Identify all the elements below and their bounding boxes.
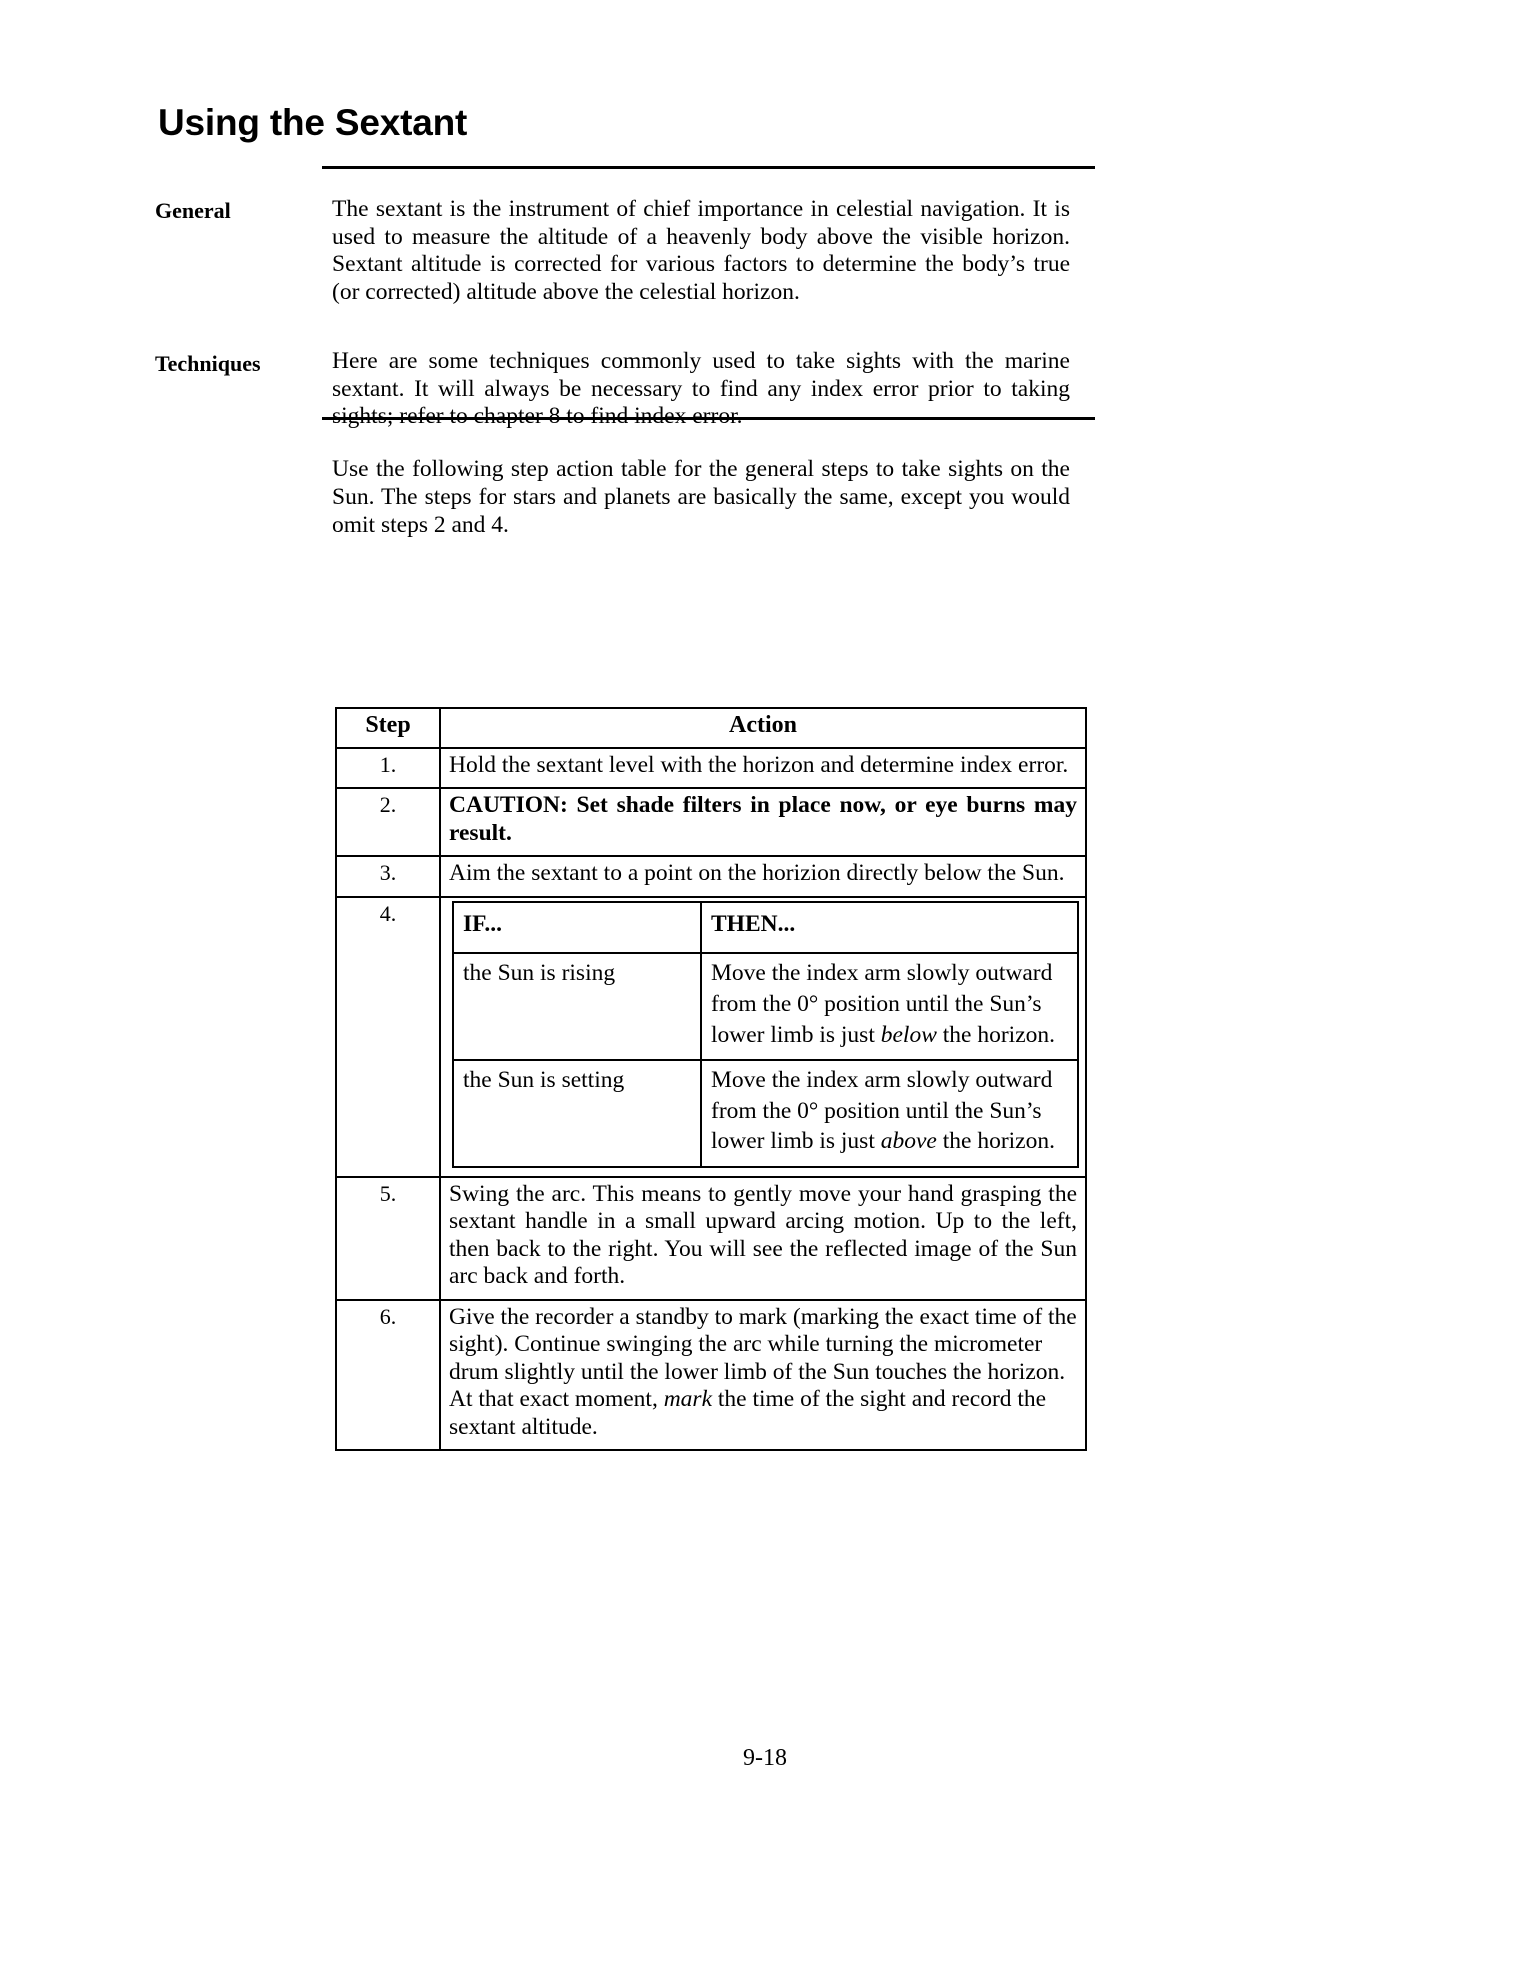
page-title: Using the Sextant xyxy=(158,101,468,143)
table-row xyxy=(336,1177,1086,1300)
column-header-if: IF... xyxy=(453,902,701,954)
column-header-step: Step xyxy=(336,708,440,748)
then-action-text xyxy=(701,1060,1078,1167)
page-number: 9-18 xyxy=(743,1745,787,1771)
section-label-general: General xyxy=(155,198,231,223)
if-then-header-row xyxy=(453,902,1078,954)
table-header-row xyxy=(336,708,1086,748)
section-body-general xyxy=(332,196,1070,307)
paragraph: Use the following step action table for the general steps to take sights on the Sun. The steps for stars and planets are basically the same, except you would omit steps 2 and 4. xyxy=(332,456,1070,538)
step-number: 3. xyxy=(336,856,440,896)
table-row xyxy=(336,788,1086,856)
step-number: 6. xyxy=(336,1300,440,1450)
paragraph: Here are some techniques commonly used to take sights with the marine sextant. It will always be necessary to find any index error prior to taking sights; refer to chapter 8 to find index error. xyxy=(332,348,1070,430)
step-number: 2. xyxy=(336,788,440,856)
section-body-techniques xyxy=(332,348,1070,539)
table-row xyxy=(336,856,1086,896)
then-text-emphasis: below xyxy=(880,1021,937,1048)
if-then-row xyxy=(453,1060,1078,1167)
step-number: 4. xyxy=(336,897,440,1177)
step-number: 5. xyxy=(336,1177,440,1300)
step-action-table xyxy=(335,707,1087,1451)
if-condition-text: the Sun is setting xyxy=(453,1060,701,1167)
step-action-text: Swing the arc. This means to gently move your hand grasping the sextant handle in a small upward arcing motion. Up to the left, then back to the right. You will see the reflected image of the Sun arc back and forth. xyxy=(440,1177,1086,1300)
step-number: 1. xyxy=(336,748,440,788)
table-row xyxy=(336,748,1086,788)
step-action-caution-text: CAUTION: Set shade filters in place now, or eye burns may result. xyxy=(440,788,1086,856)
if-then-row xyxy=(453,953,1078,1060)
paragraph: The sextant is the instrument of chief importance in celestial navigation. It is used to measure the altitude of a heavenly body above the visible horizon. Sextant altitude is corrected for various factors to determine the body’s true (or corrected) altitude above the celestial horizon. xyxy=(332,196,1070,306)
column-header-action: Action xyxy=(440,708,1086,748)
section-rule-general xyxy=(322,166,1095,169)
then-text-tail: the horizon. xyxy=(936,1021,1055,1048)
step-text-emphasis: mark xyxy=(663,1386,712,1413)
then-action-text xyxy=(701,953,1078,1060)
then-text-lead: Move the index arm slowly outward from the 0° position until the Sun’s lower limb is just xyxy=(711,960,1053,1048)
if-condition-text: the Sun is rising xyxy=(453,953,701,1060)
then-text-emphasis: above xyxy=(880,1128,937,1155)
table-row xyxy=(336,897,1086,1177)
then-text-tail: the horizon. xyxy=(936,1128,1055,1155)
step-action-nested-container xyxy=(440,897,1086,1177)
column-header-then: THEN... xyxy=(701,902,1078,954)
table-row xyxy=(336,1300,1086,1450)
if-then-table xyxy=(452,901,1079,1168)
section-label-techniques: Techniques xyxy=(155,351,261,376)
step-text-tail: the time of the sight and record the sextant altitude. xyxy=(449,1386,1047,1440)
step-text-lead: Give the recorder a standby to mark (marking the exact time of the sight). Continue swinging the arc while turning the micrometer drum slightly until the lower limb of the Sun touches the horizon. At that exact moment, xyxy=(449,1303,1077,1413)
step-action-text: Hold the sextant level with the horizon and determine index error. xyxy=(440,748,1086,788)
step-action-text: Aim the sextant to a point on the horizion directly below the Sun. xyxy=(440,856,1086,896)
step-action-text xyxy=(440,1300,1086,1450)
then-text-lead: Move the index arm slowly outward from the 0° position until the Sun’s lower limb is just xyxy=(711,1067,1053,1155)
